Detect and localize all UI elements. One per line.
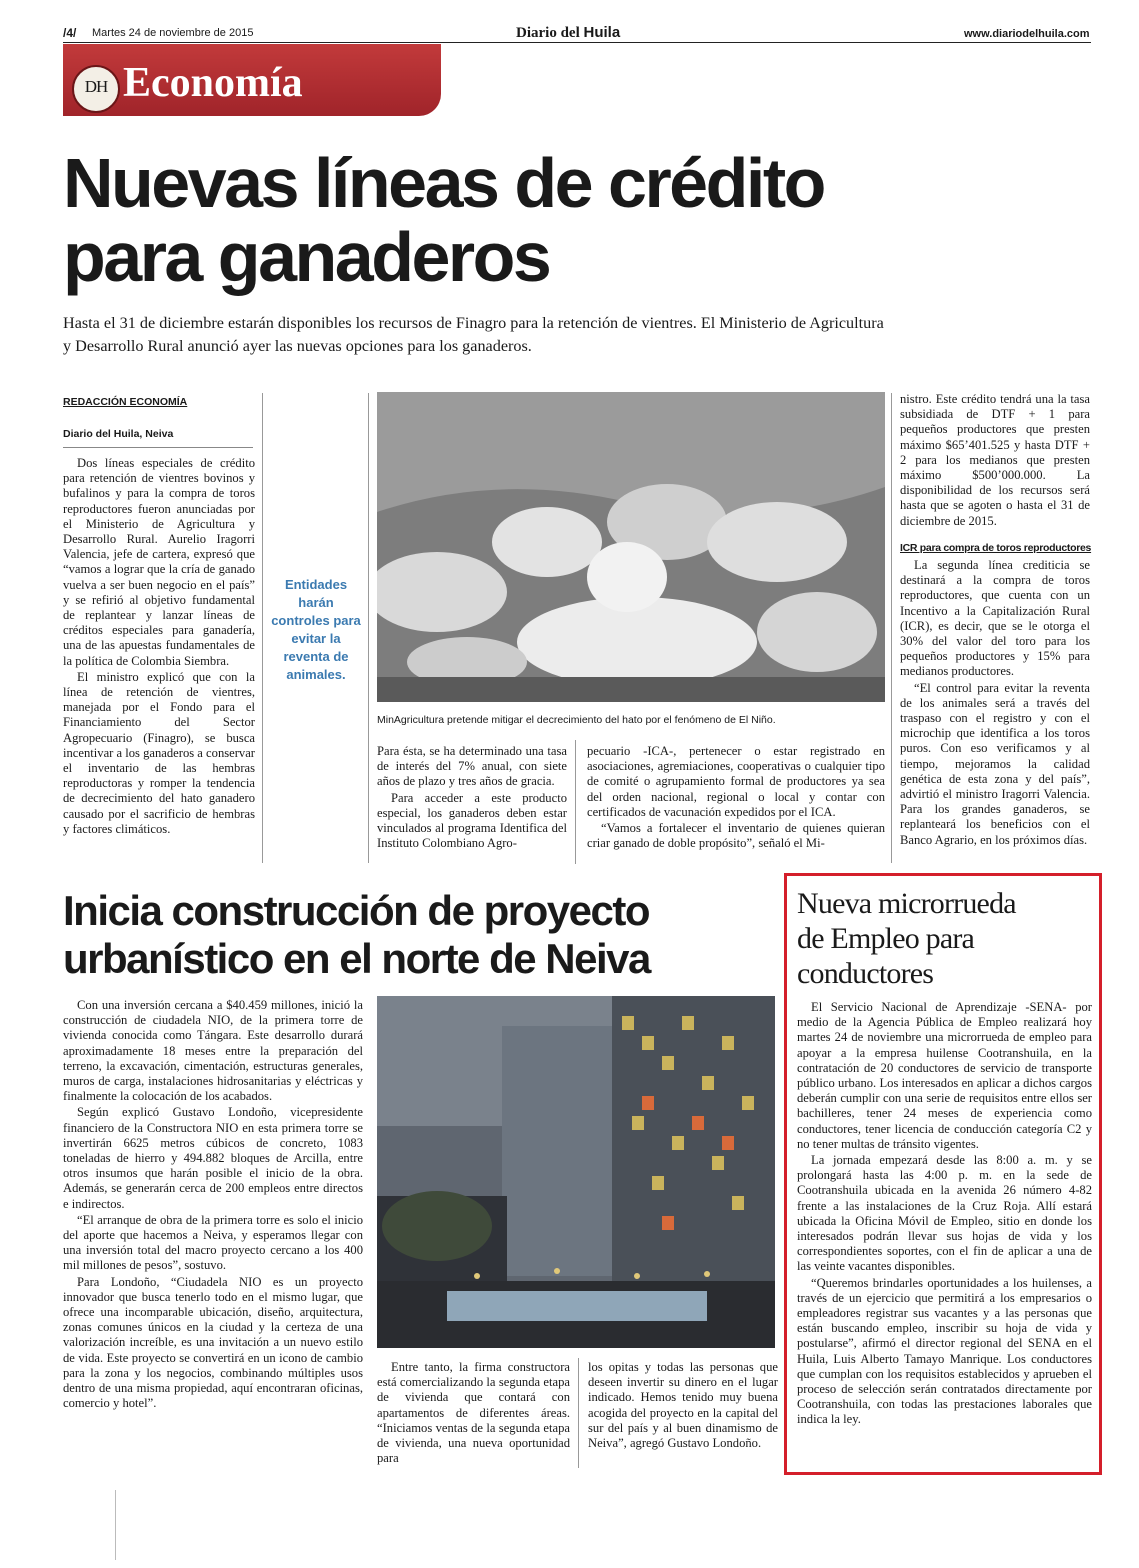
article3-body [797, 1000, 1092, 1429]
article1-column1 [63, 456, 255, 838]
paragraph: “El control para evitar la reventa de los animales será a través del traspaso con el registro y con el microchip que identifica a los toros puros. Con eso verificamos y al tiempo, mejoramos la calidad genética de esta zona y del país”, advirtió el ministro Iragorri Valencia. Para los grandes ganaderos, se replanteará los beneficios con el Banco Agrario, en los próximos días. [900, 680, 1090, 847]
article1-column5 [900, 392, 1090, 849]
employment-article-box [784, 873, 1102, 1475]
paragraph: nistro. Este crédito tendrá una la tasa subsidiada de DTF + 1 para pequeños productores que presten máximo $65’401.525 y hasta DTF + 2 para los medianos que presten máximo $500’000.000. La disponibilidad de los recursos será hasta que se agoten o hasta el 31 de diciembre de 2015. [900, 392, 1090, 528]
paragraph: Con una inversión cercana a $40.459 millones, inició la construcción de ciudadela NIO, de la primera torre de vivienda conocida como Tángara. Este desarrollo durará aproximadamente 18 meses entre la preparación del terreno, la excavación, cimentación, estructuras generales, muros de carga, instalaciones hidrosanitarias y eléctricas y finalmente la colocación de los acabados. [63, 998, 363, 1104]
paragraph: Dos líneas especiales de crédito para retención de vientres bovinos y bufalinos y para la compra de toros reproductores fueron anunciadas por el Ministerio de Agricultura y Desarrollo Rural. Aurelio Iragorri Valencia, jefe de cartera, expresó que “vamos a lograr que la cría de ganado vuelva a ser buen negocio en el país” y se refirió al objetivo fundamental de replantear y lanzar líneas de créditos especiales para ganadería, una de las apuestas fundamentales de la política de Colombia Siembra. [63, 456, 255, 668]
paragraph: los opitas y todas las personas que deseen invertir su dinero en el lugar indicado. Hemos tenido muy buena acogida del proyecto en la capital del sur del país y al buen dinamismo de Neiva”, agregó Gustavo Londoño. [588, 1360, 778, 1451]
article2-headline-line1: Inicia construcción de proyecto [63, 887, 649, 934]
byline-rule [63, 447, 253, 448]
section-logo-text: DH [84, 77, 108, 96]
deck-line2: y Desarrollo Rural anunció ayer las nuevas opciones para los ganaderos. [63, 337, 532, 355]
headline-line1: Nuevas líneas de crédito [63, 144, 824, 222]
paragraph: Entre tanto, la firma constructora está comercializando la segunda etapa de vivienda que contará con apartamentos de diferentes áreas. “Iniciamos ventas de la segunda etapa de vivienda, una nueva oportunidad para [377, 1360, 570, 1466]
section-banner [63, 44, 441, 116]
article1-column3 [377, 744, 567, 852]
cattle-illustration [377, 392, 885, 702]
building-illustration [377, 996, 775, 1348]
pull-quote: Entidades harán controles para evitar la reventa de animales. [271, 577, 361, 682]
paragraph: El ministro explicó que con la línea de retención de vientres, manejada por el Fondo para el Financiamiento del Sector Agropecuario (Finagro), se busca incentivar a los ganaderos a conservar el inventario de las hembras reproductoras y romper la tendencia de decrecimiento del hato ganadero causado por el sacrificio de hembras y factores climáticos. [63, 669, 255, 836]
header-rule [63, 42, 1091, 43]
page-number: /4/ [63, 26, 77, 40]
article2-column1 [63, 998, 363, 1412]
header-website: www.diariodelhuila.com [964, 28, 1090, 40]
paragraph: Según explicó Gustavo Londoño, vicepresidente financiero de la Constructora NIO en esta primera torre se invertirán 6625 metros cúbicos de concreto, 1083 toneladas de hierro y 494.882 bloques de Arcilla, entre otros insumos que harán posible el inicio de la obra. Además, se generarán cerca de 200 empleos entre directos e indirectos. [63, 1105, 363, 1211]
header-date: Martes 24 de noviembre de 2015 [92, 27, 254, 39]
deck-line1: Hasta el 31 de diciembre estarán disponibles los recursos de Finagro para la retención de vientres. El Ministerio de Agricultura [63, 314, 884, 332]
column-divider [578, 1358, 579, 1468]
paragraph: Para ésta, se ha determinado una tasa de interés del 7% anual, con siete años de plazo y tres años de gracia. [377, 744, 567, 789]
article3-headline-line1: Nueva microrrueda [797, 887, 1016, 920]
paragraph: El Servicio Nacional de Aprendizaje -SENA- por medio de la Agencia Pública de Empleo realizará hoy martes 24 de noviembre una microrrueda de empleo para apoyar a la empresa huilense Cootranshuila, en la contratación de 20 conductores de servicio de transporte público urbano. Los interesados en aplicar a dichos cargos deberán cumplir con una serie de requisitos entre ellos ser bachilleres, tener 24 meses de experiencia como conductores, tener licencia de conducción categoría C2 y no tener multas de tránsito vigentes. [797, 1000, 1092, 1151]
article2-headline-line2: urbanístico en el norte de Neiva [63, 935, 650, 982]
article1-column4 [587, 744, 885, 852]
column-divider [368, 393, 369, 863]
subhead: ICR para compra de toros reproductores [900, 541, 1092, 554]
building-rendering [377, 996, 775, 1348]
dateline: Diario del Huila, Neiva [63, 428, 174, 440]
masthead-part1: Diario del [516, 25, 584, 41]
article3-headline-line3: conductores [797, 957, 934, 990]
paragraph: La jornada empezará desde las 8:00 a. m. y se prolongará hasta las 4:00 p. m. en la sede de Cootranshuila ubicada en la avenida 26 número 4-82 frente a las instalaciones de la Cruz Roja. Allí estará ubicada la Oficina Móvil de Empleo, sitio en donde los interesados podrán llevar sus hojas de vida y los correspondientes soportes, con el fin de aplicar a una de las veinte vacantes disponibles. [797, 1153, 1092, 1274]
cattle-photo [377, 392, 885, 702]
byline: REDACCIÓN ECONOMÍA [63, 396, 188, 408]
paragraph: Para Londoño, “Ciudadela NIO es un proyecto innovador que busca tenerlo todo en el mismo lugar, que ofrece una incomparable ubicación, diseño, arquitectura, zonas comunes únicos en la ciudad y la certeza de una valorización increíble, es una invitación a un nuevo estilo de vida. Este proyecto se convertirá en un icono de cambio para la zona y los negocios, combinando múltiples usos dentro de una misma propiedad, aquí encontraran oficinas, comercio y hotel”. [63, 1274, 363, 1411]
scan-edge [115, 1490, 116, 1560]
paragraph: “Vamos a fortalecer el inventario de quienes quieran criar ganado de doble propósito”, señaló el Mi- [587, 821, 885, 851]
paragraph: pecuario -ICA-, pertenecer o estar registrado en asociaciones, agremiaciones, cooperativas o cualquier tipo de comité o agrupamiento formal de productores ya sea del orden nacional, regional o local y contar con certificados de vacunación expedidos por el ICA. [587, 744, 885, 819]
headline-line2: para ganaderos [63, 218, 550, 296]
paragraph: Para acceder a este producto especial, los ganaderos deben estar vinculados al programa Identifica del Instituto Colombiano Agro- [377, 790, 567, 851]
column-divider [575, 740, 576, 864]
article2-column2 [377, 1360, 570, 1467]
article2-column3 [588, 1360, 778, 1452]
article3-headline-line2: de Empleo para [797, 922, 975, 955]
column-divider [262, 393, 263, 863]
masthead-part2: Huila [583, 24, 621, 41]
section-name: Economía [123, 60, 303, 106]
paragraph: “Queremos brindarles oportunidades a los huilenses, a través de un ejercicio que permitirá a los empresarios o empleadores registrar sus vacantes y a las personas que están buscando empleo, inscribir su hoja de vida y postularse”, afirmó el director regional del SENA en el Huila, Luis Alberto Tamayo Manrique. Los conductores que cumplan con los requisitos establecidos y aprueben el proceso de selección serán contratados directamente por Cootranshuila, con todas las prestaciones laborales que indica la ley. [797, 1275, 1092, 1427]
masthead [516, 24, 620, 42]
paragraph: La segunda línea crediticia se destinará a la compra de toros reproductores, que cuenta con un Incentivo a la Capitalización Rural (ICR), es decir, que se le otorga el 30% del valor del toro para los pequeños productores y 15% para medianos productores. [900, 558, 1090, 679]
photo-caption: MinAgricultura pretende mitigar el decrecimiento del hato por el fenómeno de El Niño. [377, 714, 776, 726]
column-divider [891, 393, 892, 863]
paragraph: “El arranque de obra de la primera torre es solo el inicio del aporte que hacemos a Neiva, y esperamos llegar con una inversión total del macro proyecto cercano a los 400 mil millones de pesos”, sostuvo. [63, 1212, 363, 1273]
